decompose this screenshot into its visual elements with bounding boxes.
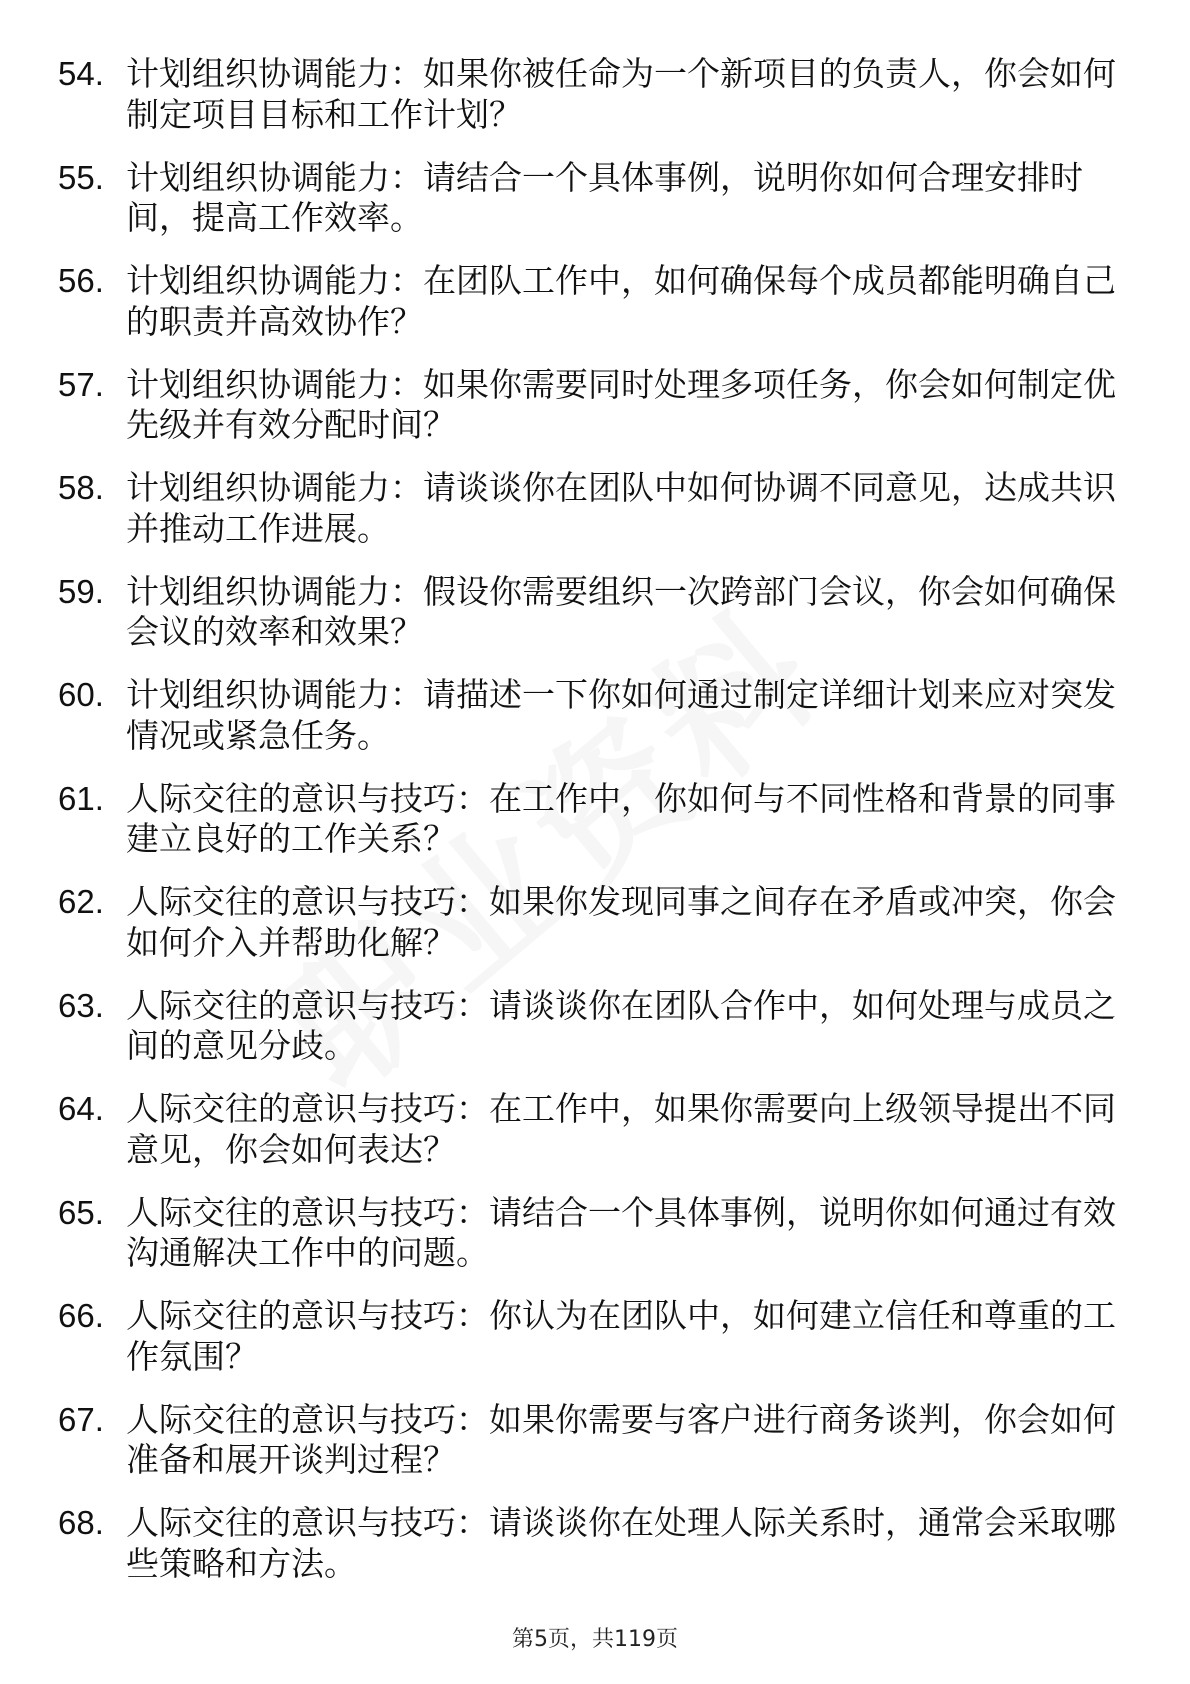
question-number: 58. — [58, 469, 104, 506]
list-item — [58, 1193, 1118, 1274]
question-number: 63. — [58, 986, 104, 1024]
question-number: 65. — [58, 1193, 104, 1231]
question-text: 人际交往的意识与技巧：你认为在团队中，如何建立信任和尊重的工作氛围？ — [126, 1296, 1116, 1376]
list-item — [58, 675, 1118, 756]
question-number: 62. — [58, 883, 104, 920]
list-item — [58, 882, 1118, 963]
question-text: 计划组织协调能力：如果你需要同时处理多项任务，你会如何制定优先级并有效分配时间？ — [126, 364, 1116, 444]
question-number: 59. — [58, 572, 104, 610]
question-number: 55. — [58, 158, 104, 196]
question-text: 人际交往的意识与技巧：请谈谈你在处理人际关系时，通常会采取哪些策略和方法。 — [126, 1503, 1116, 1583]
list-item — [58, 572, 1118, 653]
question-list — [58, 54, 1118, 1607]
list-item — [58, 1296, 1118, 1377]
list-item — [58, 1400, 1118, 1481]
question-text: 人际交往的意识与技巧：在工作中，如果你需要向上级领导提出不同意见，你会如何表达？ — [126, 1089, 1116, 1169]
list-item — [58, 54, 1118, 135]
question-number: 54. — [58, 55, 104, 92]
question-text: 人际交往的意识与技巧：如果你需要与客户进行商务谈判，你会如何准备和展开谈判过程？ — [126, 1399, 1116, 1479]
page-footer: 第5页，共119页 — [512, 1627, 678, 1652]
question-text: 人际交往的意识与技巧：如果你发现同事之间存在矛盾或冲突，你会如何介入并帮助化解？ — [126, 882, 1116, 962]
list-item — [58, 158, 1118, 239]
question-text: 计划组织协调能力：请描述一下你如何通过制定详细计划来应对突发情况或紧急任务。 — [126, 675, 1116, 755]
question-number: 66. — [58, 1297, 104, 1334]
question-number: 64. — [58, 1090, 104, 1127]
question-text: 人际交往的意识与技巧：请结合一个具体事例，说明你如何通过有效沟通解决工作中的问题。 — [126, 1192, 1116, 1272]
question-number: 67. — [58, 1400, 104, 1438]
list-item — [58, 1503, 1118, 1584]
list-item — [58, 365, 1118, 446]
list-item — [58, 261, 1118, 342]
question-text: 计划组织协调能力：在团队工作中，如何确保每个成员都能明确自己的职责并高效协作？ — [126, 261, 1116, 341]
question-text: 计划组织协调能力：请谈谈你在团队中如何协调不同意见，达成共识并推动工作进展。 — [126, 468, 1116, 548]
list-item — [58, 1089, 1118, 1170]
list-item — [58, 468, 1118, 549]
list-item — [58, 986, 1118, 1067]
question-number: 68. — [58, 1504, 104, 1541]
list-item — [58, 779, 1118, 860]
question-number: 60. — [58, 676, 104, 713]
question-number: 57. — [58, 365, 104, 403]
question-number: 61. — [58, 779, 104, 817]
question-number: 56. — [58, 262, 104, 299]
question-text: 计划组织协调能力：请结合一个具体事例，说明你如何合理安排时间，提高工作效率。 — [126, 157, 1083, 237]
question-text: 人际交往的意识与技巧：请谈谈你在团队合作中，如何处理与成员之间的意见分歧。 — [126, 985, 1116, 1065]
question-text: 人际交往的意识与技巧：在工作中，你如何与不同性格和背景的同事建立良好的工作关系？ — [126, 778, 1116, 858]
question-text: 计划组织协调能力：如果你被任命为一个新项目的负责人，你会如何制定项目目标和工作计划？ — [126, 54, 1116, 134]
question-text: 计划组织协调能力：假设你需要组织一次跨部门会议，你会如何确保会议的效率和效果？ — [126, 571, 1116, 651]
